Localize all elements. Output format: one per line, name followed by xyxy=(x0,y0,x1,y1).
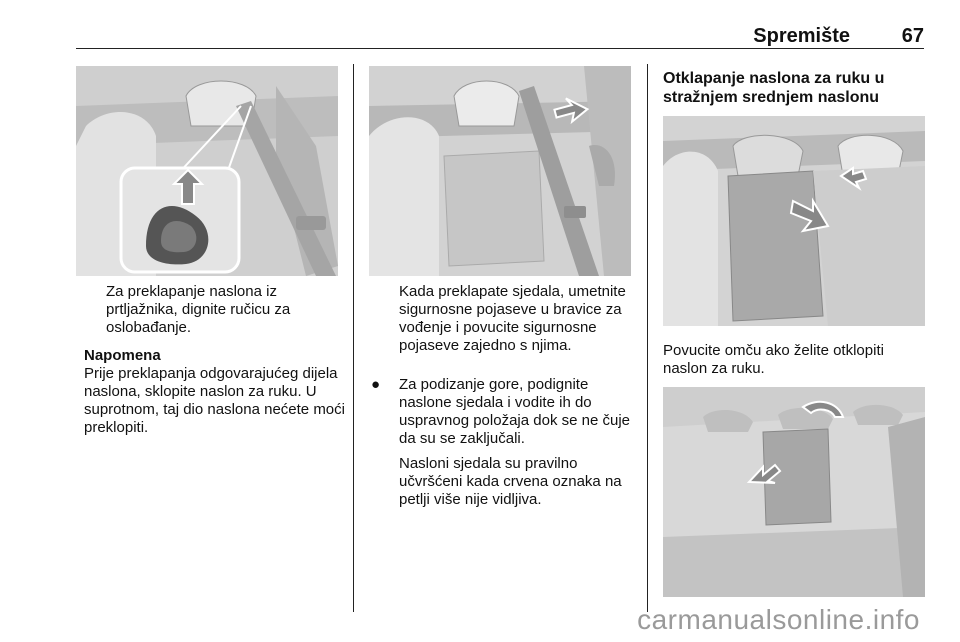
column-divider-1 xyxy=(353,64,354,612)
right-section-heading: Otklapanje naslona za ruku u stražnjem srednjem naslonu xyxy=(663,70,885,106)
column-divider-2 xyxy=(647,64,648,612)
armrest-fold-illustration xyxy=(663,116,925,326)
armrest-fold-icon xyxy=(663,116,925,326)
note-heading: Napomena xyxy=(84,347,161,364)
seat-belt-guide-illustration xyxy=(369,66,631,276)
watermark: carmanualsonline.info xyxy=(637,604,920,635)
note-block xyxy=(84,347,346,437)
section-title: Spremište xyxy=(753,25,850,47)
bullet-item xyxy=(371,376,635,448)
seat-release-handle-illustration xyxy=(76,66,338,276)
left-figure-caption: Za preklapanje naslona iz prtljažnika, dignite ručicu za oslobađanje. xyxy=(106,283,291,336)
seat-belt-guide-icon xyxy=(369,66,631,276)
seat-release-handle-icon xyxy=(76,66,338,276)
note-text: Prije preklapanja odgovarajućeg dijela naslona, sklopite naslon za ruku. U suprotnom, taj dio naslona nećete moći preklopiti. xyxy=(84,365,345,436)
armrest-loop-icon xyxy=(663,387,925,597)
bullet-icon: ● xyxy=(371,376,381,393)
follow-text: Nasloni sjedala su pravilno učvršćeni kada crvena oznaka na petlji više nije vidljiva. xyxy=(399,455,622,508)
armrest-loop-illustration xyxy=(663,387,925,597)
page-number: 67 xyxy=(901,25,924,47)
page-header xyxy=(76,26,924,49)
bullet-text: Za podizanje gore, podignite naslone sjedala i vodite ih do uspravnog položaja dok se ne čuje da su se zaključali. xyxy=(399,376,630,447)
middle-figure-caption: Kada preklapate sjedala, umetnite sigurnosne pojaseve u bravice za vođenje i povucite sigurnosne pojaseve zajedno s njima. xyxy=(399,283,626,354)
right-figure-caption: Povucite omču ako želite otklopiti naslon za ruku. xyxy=(663,342,884,377)
